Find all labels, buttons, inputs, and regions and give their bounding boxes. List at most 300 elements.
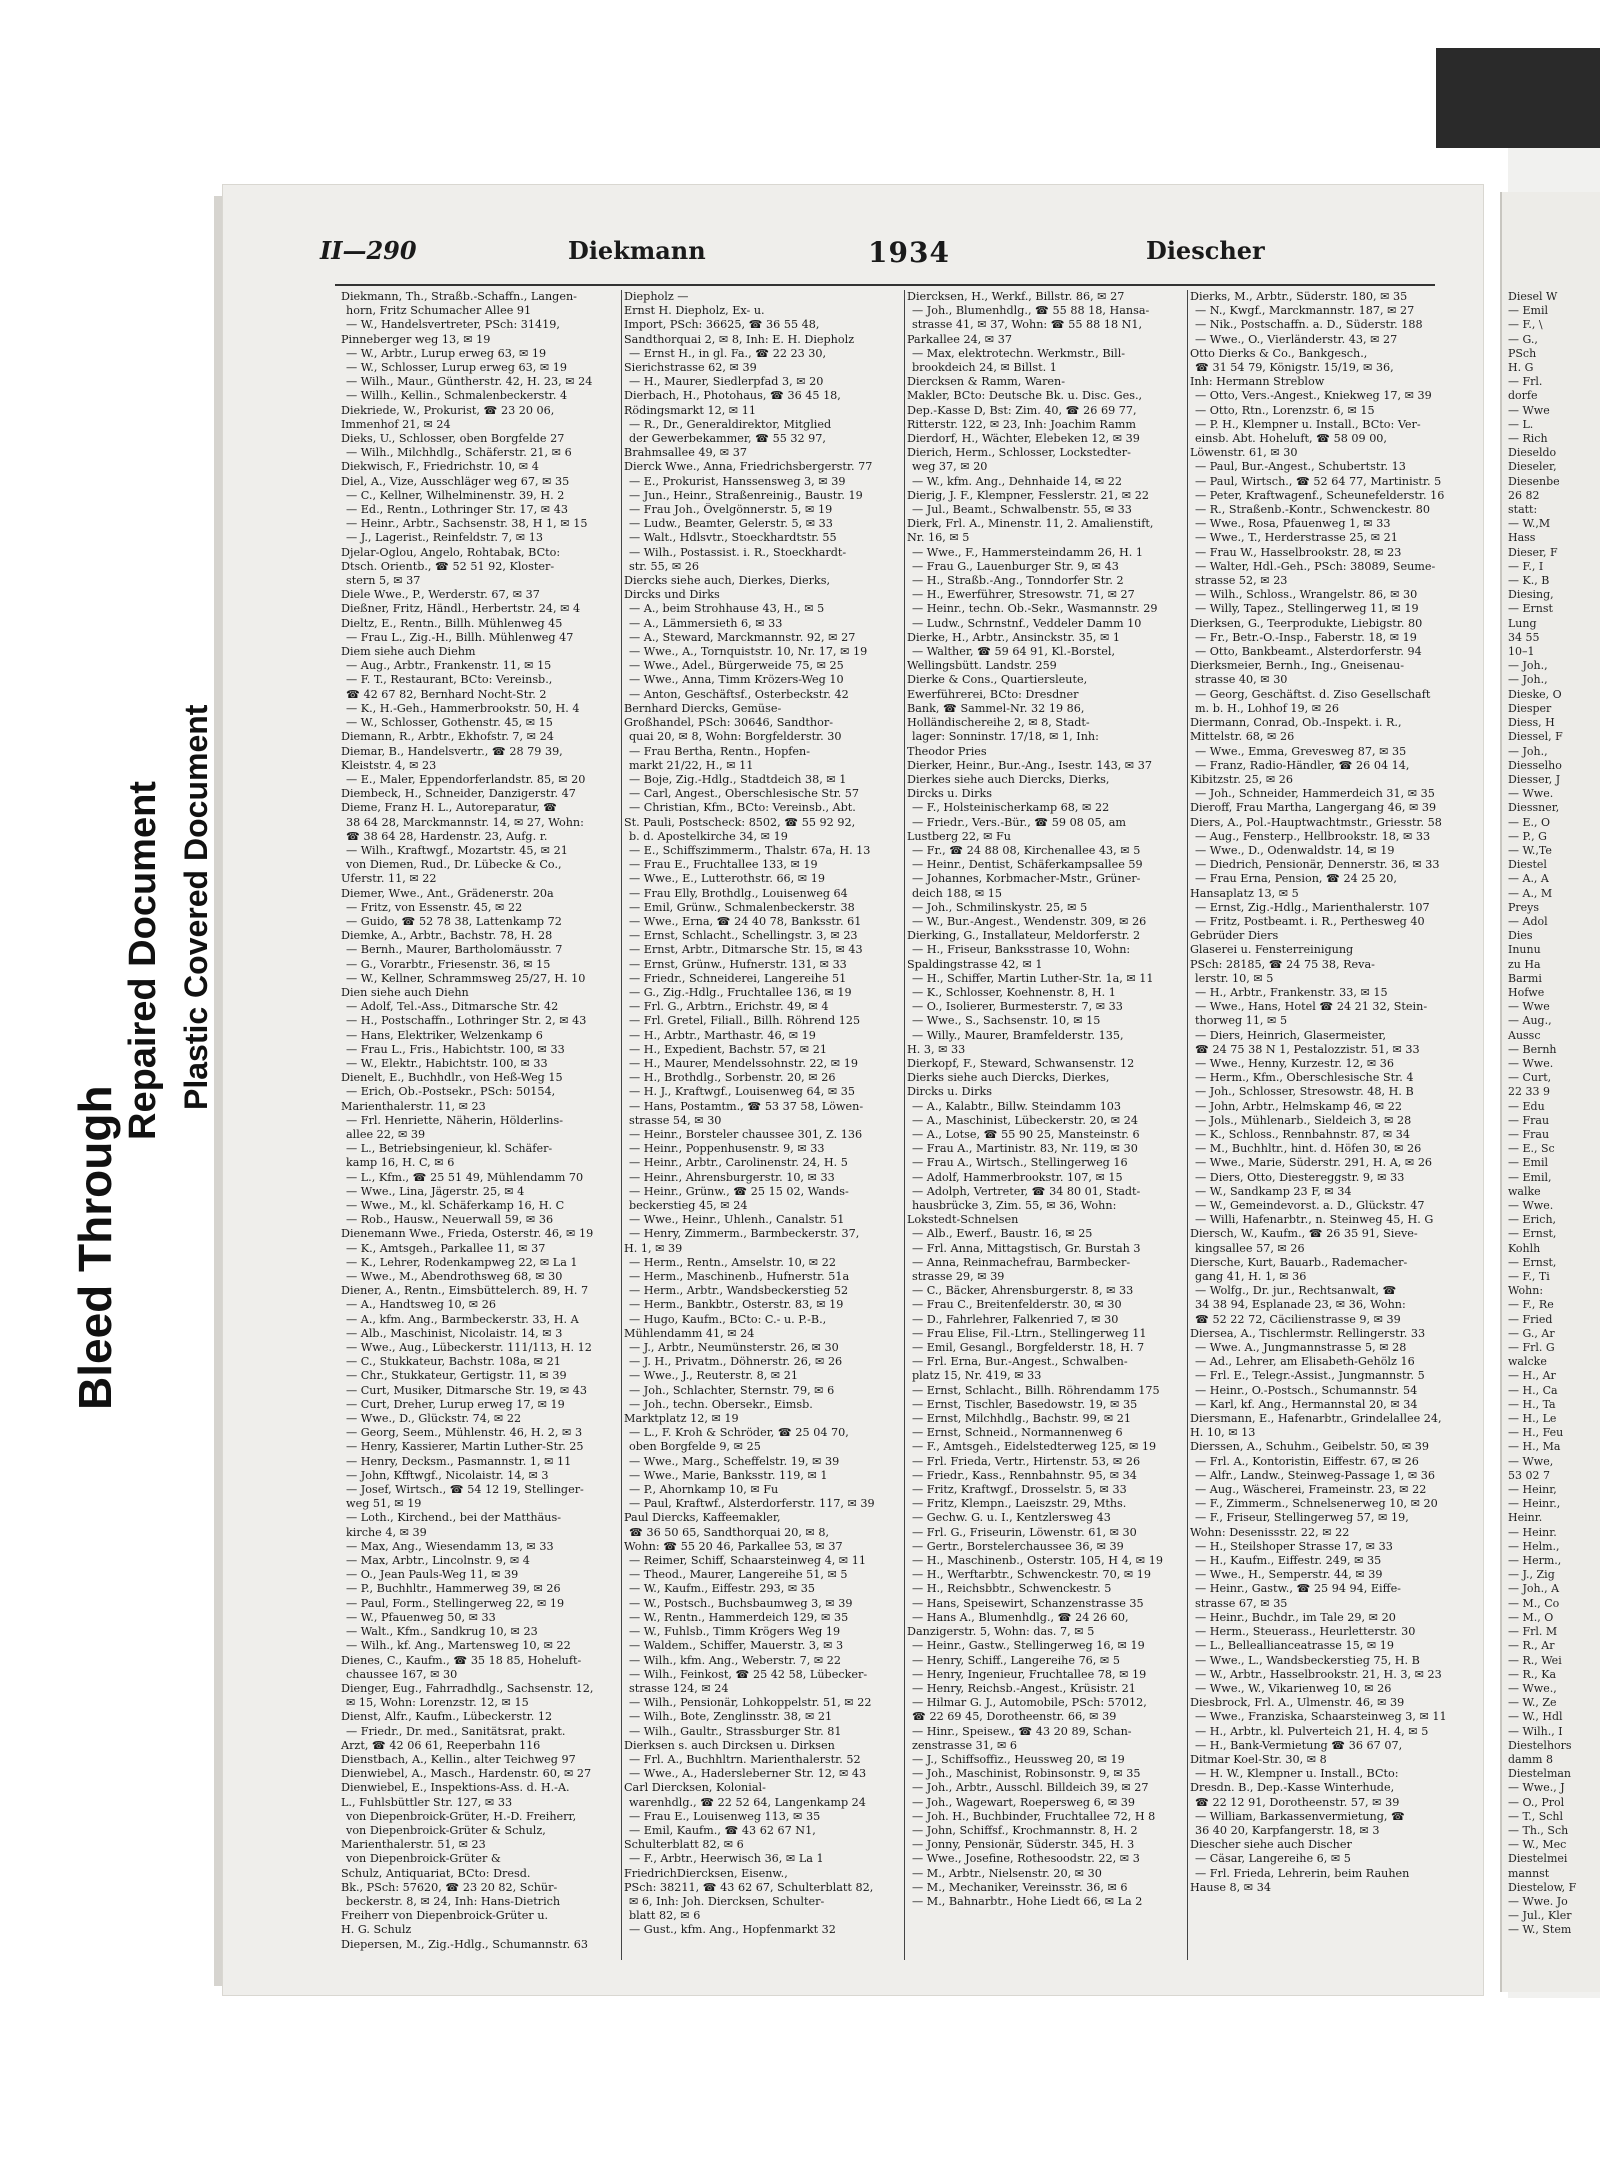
- facing-page-entry: — Heinr,: [1508, 1483, 1557, 1497]
- directory-entry-line: — W., Pfauenweg 50, ✉ 33: [346, 1610, 496, 1624]
- directory-entry-line: strasse 54, ✉ 30: [629, 1113, 722, 1127]
- facing-page-entry: — H., Ta: [1508, 1397, 1556, 1411]
- facing-page-entry: Diesper: [1508, 701, 1552, 715]
- directory-entry-line: Immenhof 21, ✉ 24: [341, 417, 451, 431]
- directory-entry-line: — W., Postsch., Buchsbaumweg 3, ✉ 39: [629, 1596, 853, 1610]
- directory-entry-line: Dierke & Cons., Quartiersleute,: [907, 673, 1088, 687]
- directory-entry-line: — P., Ahornkamp 10, ✉ Fu: [629, 1483, 779, 1497]
- directory-entry-line: — H., Kaufm., Eiffestr. 249, ✉ 35: [1195, 1554, 1382, 1568]
- directory-entry-line: m. b. H., Lohhof 19, ✉ 26: [1195, 701, 1339, 715]
- facing-page-entry: — Joh., A: [1508, 1582, 1560, 1596]
- directory-entry-line: — H., Ewerführer, Stresowstr. 71, ✉ 27: [912, 588, 1135, 602]
- directory-entry-line: — Wwe., J., Reuterstr. 8, ✉ 21: [629, 1369, 798, 1383]
- directory-entry-line: Theodor Pries: [907, 744, 987, 758]
- directory-entry-line: einsb. Abt. Hoheluft, ☎ 58 09 00,: [1195, 432, 1387, 446]
- directory-entry-line: — Wwe., Lina, Jägerstr. 25, ✉ 4: [346, 1184, 525, 1198]
- facing-page-entry: — R., Ka: [1508, 1667, 1557, 1681]
- directory-entry-line: Brahmsallee 49, ✉ 37: [624, 446, 747, 460]
- directory-entry-line: — Ed., Rentn., Lothringer Str. 17, ✉ 43: [346, 503, 568, 517]
- directory-entry-line: — Frau Joh., Övelgönnerstr. 5, ✉ 19: [629, 503, 833, 517]
- facing-page-entry: — W., Ze: [1508, 1696, 1557, 1710]
- directory-entry-line: Diescher siehe auch Discher: [1190, 1838, 1352, 1852]
- directory-entry-line: blatt 82, ✉ 6: [629, 1909, 701, 1923]
- directory-entry-line: — Frl. Erna, Bur.-Angest., Schwalben-: [912, 1355, 1128, 1369]
- label-bleed-through: Bleed Through: [69, 1085, 121, 1410]
- facing-page-entry: — Jul., Kler: [1508, 1909, 1572, 1923]
- directory-entry-line: — Fritz, Kraftwgf., Drosselstr. 5, ✉ 33: [912, 1483, 1127, 1497]
- directory-entry-line: Dep.-Kasse D, Bst: Zim. 40, ☎ 26 69 77,: [907, 403, 1137, 417]
- directory-entry-line: Dierks siehe auch Diercks, Dierkes,: [907, 1071, 1110, 1085]
- facing-page-entry: damm 8: [1508, 1752, 1553, 1766]
- directory-entry-line: — Heinr., Gastw., ☎ 25 94 94, Eiffe-: [1195, 1582, 1401, 1596]
- directory-entry-line: — Otto, Vers.-Angest., Kniekweg 17, ✉ 39: [1195, 389, 1432, 403]
- directory-entry-line: — Hinr., Speisew., ☎ 43 20 89, Schan-: [912, 1724, 1132, 1738]
- directory-entry-line: Dircks und Dirks: [624, 588, 720, 602]
- directory-entry-line: Lokstedt-Schnelsen: [907, 1213, 1019, 1227]
- directory-entry-line: — Heinr., Buchdr., im Tale 29, ✉ 20: [1195, 1610, 1396, 1624]
- directory-entry-line: — Ernst, Schlacht., Schellingstr. 3, ✉ 23: [629, 929, 858, 943]
- directory-entry-line: — Frl. Frieda, Lehrerin, beim Rauhen: [1195, 1866, 1410, 1880]
- facing-page-entry: — F., \: [1508, 318, 1543, 332]
- directory-entry-line: PSch: 38211, ☎ 43 62 67, Schulterblatt 82,: [624, 1880, 874, 1894]
- facing-page-entry: 34 55: [1508, 630, 1540, 644]
- directory-entry-line: — Hilmar G. J., Automobile, PSch: 57012,: [912, 1696, 1147, 1710]
- directory-entry-line: PSch: 28185, ☎ 24 75 38, Reva-: [1190, 957, 1375, 971]
- facing-page-entry: Barmi: [1508, 971, 1542, 985]
- directory-entry-line: — Wwe., Marie, Banksstr. 119, ✉ 1: [629, 1468, 828, 1482]
- directory-entry-line: — Frau Erna, Pension, ☎ 24 25 20,: [1195, 872, 1397, 886]
- page-header: [320, 236, 1440, 276]
- directory-entry-line: der Gewerbekammer, ☎ 55 32 97,: [629, 432, 826, 446]
- facing-page-entry: Diestelhors: [1508, 1738, 1572, 1752]
- directory-entry-line: — Frau Elise, Fil.-Ltrn., Stellingerweg 11: [912, 1326, 1147, 1340]
- facing-page-entry: — H., Ca: [1508, 1383, 1558, 1397]
- directory-entry-line: — Emil, Kaufm., ☎ 43 62 67 N1,: [629, 1823, 816, 1837]
- directory-entry-line: — H., Friseur, Banksstrasse 10, Wohn:: [912, 943, 1131, 957]
- directory-entry-line: Makler, BCto: Deutsche Bk. u. Disc. Ges.,: [907, 389, 1143, 403]
- facing-page-entry: — Herm.,: [1508, 1554, 1562, 1568]
- directory-entry-line: — Heinr., Poppenhusenstr. 9, ✉ 33: [629, 1142, 825, 1156]
- facing-page-entry: dorfe: [1508, 389, 1538, 403]
- directory-entry-line: — H., Bank-Vermietung ☎ 36 67 07,: [1195, 1738, 1403, 1752]
- directory-entry-line: — W., Kaufm., Eiffestr. 293, ✉ 35: [629, 1582, 816, 1596]
- directory-entry-line: — Georg, Geschäftst. d. Ziso Gesellschaft: [1195, 687, 1431, 701]
- directory-entry-line: Marktplatz 12, ✉ 19: [624, 1412, 739, 1426]
- directory-entry-line: — Friedr., Dr. med., Sanitätsrat, prakt.: [346, 1724, 566, 1738]
- facing-page-entry: — A., M: [1508, 886, 1553, 900]
- directory-entry-line: — H., Arbtr., kl. Pulverteich 21, H. 4, ✉ 5: [1195, 1724, 1429, 1738]
- directory-entry-line: Lustberg 22, ✉ Fu: [907, 829, 1011, 843]
- facing-page-entry: — A., A: [1508, 872, 1549, 886]
- directory-entry-line: — Joh., Blumenhdlg., ☎ 55 88 18, Hansa-: [912, 304, 1150, 318]
- facing-page-entry: — Wwe.: [1508, 1056, 1554, 1070]
- directory-entry-line: — Heinr., Arbtr., Sachsenstr. 38, H 1, ✉ 15: [346, 517, 588, 531]
- directory-entry-line: — Frau L., Zig.-H., Billh. Mühlenweg 47: [346, 630, 574, 644]
- directory-entry-line: 36 40 20, Karpfangerstr. 18, ✉ 3: [1195, 1823, 1380, 1837]
- directory-entry-line: — Heinr., O.-Postsch., Schumannstr. 54: [1195, 1383, 1418, 1397]
- facing-page-entry: — R., Wei: [1508, 1653, 1562, 1667]
- directory-entry-line: — Chr., Stukkateur, Gertigstr. 11, ✉ 39: [346, 1369, 567, 1383]
- directory-entry-line: Dießner, Fritz, Händl., Herbertstr. 24, ✉ 4: [341, 602, 581, 616]
- facing-page-entry: — Wilh., I: [1508, 1724, 1563, 1738]
- directory-entry-line: beckerstieg 45, ✉ 24: [629, 1199, 748, 1212]
- facing-page-entry: Diestelman: [1508, 1767, 1572, 1781]
- directory-entry-line: — L., Belleallianceatrasse 15, ✉ 19: [1195, 1639, 1394, 1653]
- directory-entry-line: — Wwe., Rosa, Pfauenweg 1, ✉ 33: [1195, 517, 1391, 531]
- facing-page-entry: — W., Hdl: [1508, 1710, 1563, 1724]
- directory-entry-line: — Jun., Heinr., Straßenreinig., Baustr. 19: [629, 488, 863, 502]
- directory-entry-line: Dircks u. Dirks: [907, 787, 992, 801]
- directory-entry-line: — R., Dr., Generaldirektor, Mitglied: [629, 417, 832, 431]
- facing-page-entry: — Joh.,: [1508, 673, 1548, 687]
- directory-entry-line: Dircks u. Dirks: [907, 1085, 992, 1099]
- directory-entry-line: — L., Kfm., ☎ 25 51 49, Mühlendamm 70: [346, 1170, 584, 1184]
- directory-entry-line: — Theod., Maurer, Langereihe 51, ✉ 5: [629, 1568, 848, 1582]
- directory-entry-line: — A., Kalabtr., Billw. Steindamm 103: [912, 1099, 1122, 1113]
- header-first-entry: Diekmann: [568, 236, 706, 265]
- directory-entry-line: Diermann, Conrad, Ob.-Inspekt. i. R.,: [1190, 716, 1402, 730]
- directory-entry-line: — Wwe., Marie, Süderstr. 291, H. A, ✉ 26: [1195, 1156, 1433, 1170]
- directory-entry-line: strasse 52, ✉ 23: [1195, 574, 1288, 588]
- directory-entry-line: — Fr., ☎ 24 88 08, Kirchenallee 43, ✉ 5: [912, 843, 1141, 857]
- facing-page-entry: — Wwe,: [1508, 1454, 1554, 1468]
- directory-entry-line: — Joh., Schneider, Hammerdeich 31, ✉ 35: [1195, 787, 1435, 801]
- directory-entry-line: — Frau E., Louisenweg 113, ✉ 35: [629, 1809, 821, 1823]
- directory-entry-line: — Heinr., Grünw., ☎ 25 15 02, Wands-: [629, 1184, 849, 1198]
- directory-entry-line: — Walt., Kfm., Sandkrug 10, ✉ 23: [346, 1625, 538, 1639]
- directory-entry-line: Ewerführerei, BCto: Dresdner: [907, 687, 1079, 701]
- directory-entry-line: — Georg, Seem., Mühlenstr. 46, H. 2, ✉ 3: [346, 1426, 583, 1440]
- directory-entry-line: Mittelstr. 68, ✉ 26: [1190, 730, 1295, 744]
- directory-entry-line: — Henry, Ingenieur, Fruchtallee 78, ✉ 19: [912, 1667, 1147, 1681]
- directory-entry-line: — Loth., Kirchend., bei der Matthäus-: [346, 1511, 562, 1525]
- directory-entry-line: — R., Straßenb.-Kontr., Schwenckestr. 80: [1195, 503, 1430, 517]
- directory-entry-line: Otto Dierks & Co., Bankgesch.,: [1190, 346, 1368, 360]
- directory-entry-line: Diersmann, E., Hafenarbtr., Grindelallee 24,: [1190, 1412, 1442, 1426]
- directory-entry-line: — W., Elektr., Habichtstr. 100, ✉ 33: [346, 1056, 548, 1070]
- directory-entry-line: — Jul., Beamt., Schwalbenstr. 55, ✉ 33: [912, 503, 1132, 517]
- facing-page-entry: — F., I: [1508, 559, 1544, 573]
- directory-entry-line: Diemar, B., Handelsvertr., ☎ 28 79 39,: [341, 744, 563, 758]
- directory-entry-line: — G., Vorarbtr., Friesenstr. 36, ✉ 15: [346, 957, 551, 971]
- directory-entry-line: — Wwe., Henny, Kurzestr. 12, ✉ 36: [1195, 1056, 1395, 1070]
- directory-entry-line: — Wilh., Maur., Güntherstr. 42, H. 23, ✉ 24: [346, 375, 593, 389]
- directory-entry-line: Dierksen s. auch Dircksen u. Dirksen: [624, 1738, 835, 1752]
- directory-entry-line: Hause 8, ✉ 34: [1190, 1880, 1271, 1894]
- directory-entry-line: — Gechw. G. u. I., Kentzlersweg 43: [912, 1511, 1111, 1525]
- directory-entry-line: — Alb., Ewerf., Baustr. 16, ✉ 25: [912, 1227, 1093, 1241]
- directory-entry-line: — Herm., Steuerass., Heurletterstr. 30: [1195, 1625, 1416, 1639]
- directory-entry-line: — Anton, Geschäftsf., Osterbeckstr. 42: [629, 687, 849, 701]
- directory-entry-line: — Fr., Betr.-O.-Insp., Faberstr. 18, ✉ 19: [1195, 630, 1417, 644]
- directory-entry-line: Sierichstrasse 62, ✉ 39: [624, 361, 757, 375]
- directory-entry-line: — H., Expedient, Bachstr. 57, ✉ 21: [629, 1042, 827, 1056]
- directory-entry-line: — Anna, Reinmachefrau, Barmbecker-: [912, 1255, 1131, 1269]
- facing-page-entry: Dieseldo: [1508, 446, 1557, 460]
- directory-entry-line: — W., Fuhlsb., Timm Krögers Weg 19: [629, 1625, 841, 1639]
- directory-entry-line: — Hugo, Kaufm., BCto: C.- u. P.-B.,: [629, 1312, 827, 1326]
- directory-entry-line: — Ernst, Milchhdlg., Bachstr. 99, ✉ 21: [912, 1412, 1132, 1426]
- directory-entry-line: — Henry, Decksm., Pasmannstr. 1, ✉ 11: [346, 1454, 572, 1468]
- directory-entry-line: Paul Diercks, Kaffeemakler,: [624, 1511, 781, 1525]
- directory-entry-line: — Willy., Maurer, Bramfelderstr. 135,: [912, 1028, 1124, 1042]
- facing-page-entry: — H., Le: [1508, 1412, 1557, 1426]
- directory-entry-line: — Jonny, Pensionär, Süderstr. 345, H. 3: [912, 1838, 1135, 1852]
- facing-page-entry: — H., Ma: [1508, 1440, 1561, 1454]
- directory-entry-line: Dierich, Herm., Schlosser, Lockstedter-: [907, 446, 1131, 460]
- directory-entry-line: H. 3, ✉ 33: [907, 1042, 966, 1056]
- facing-page-entry: — O., Prol: [1508, 1795, 1565, 1809]
- directory-entry-line: horn, Fritz Schumacher Allee 91: [346, 304, 532, 318]
- directory-entry-line: L., Fuhlsbüttler Str. 127, ✉ 33: [341, 1795, 513, 1809]
- directory-entry-line: — Nik., Postschaffn. a. D., Süderstr. 188: [1195, 318, 1423, 332]
- facing-page-entry: — P., G: [1508, 829, 1547, 843]
- directory-entry-line: Diersch, W., Kaufm., ☎ 26 35 91, Sieve-: [1190, 1227, 1418, 1241]
- directory-entry-line: — Frl. E., Telegr.-Assist., Jungmannstr. 5: [1195, 1369, 1425, 1383]
- directory-entry-line: — Wwe., D., Glückstr. 74, ✉ 22: [346, 1412, 522, 1426]
- directory-entry-line: Marienthalerstr. 11, ✉ 23: [341, 1099, 486, 1113]
- facing-page-entry: — F., Re: [1508, 1298, 1554, 1312]
- directory-entry-line: — Ludw., Schrnstnf., Veddeler Damm 10: [912, 616, 1142, 630]
- directory-entry-line: Gebrüder Diers: [1190, 929, 1279, 943]
- directory-entry-line: — Friedr., Vers.-Bür., ☎ 59 08 05, am: [912, 815, 1127, 829]
- directory-entry-line: — Wwe., Franziska, Schaarsteinweg 3, ✉ 11: [1195, 1710, 1447, 1724]
- directory-entry-line: Diercks siehe auch, Dierkes, Dierks,: [624, 574, 831, 588]
- directory-entry-line: — H., Schiffer, Martin Luther-Str. 1a, ✉ 11: [912, 971, 1154, 985]
- directory-entry-line: — O., Jean Pauls-Weg 11, ✉ 39: [346, 1568, 519, 1582]
- directory-entry-line: — Frl. G., Arbtrn., Erichstr. 49, ✉ 4: [629, 1000, 829, 1014]
- facing-page-entry: — Emil: [1508, 1156, 1548, 1170]
- directory-entry-line: — Walt., Hdlsvtr., Stoeckhardtstr. 55: [629, 531, 837, 545]
- directory-entry-line: — P. H., Klempner u. Install., BCto: Ver-: [1195, 417, 1421, 431]
- directory-entry-line: — Frau A., Wirtsch., Stellingerweg 16: [912, 1156, 1128, 1170]
- facing-page-entry: — Joh.,: [1508, 744, 1548, 758]
- directory-entry-line: Diele Wwe., P., Werderstr. 67, ✉ 37: [341, 588, 540, 602]
- directory-entry-line: — O., Isolierer, Burmesterstr. 7, ✉ 33: [912, 1000, 1123, 1014]
- directory-entry-line: — Henry, Kassierer, Martin Luther-Str. 25: [346, 1440, 584, 1454]
- directory-entry-line: — P., Buchhltr., Hammerweg 39, ✉ 26: [346, 1582, 561, 1596]
- directory-entry-line: — Frl. A., Kontoristin, Eiffestr. 67, ✉ 26: [1195, 1454, 1419, 1468]
- directory-entry-line: kamp 16, H. C, ✉ 6: [346, 1156, 455, 1170]
- directory-entry-line: — J. H., Privatm., Döhnerstr. 26, ✉ 26: [629, 1355, 843, 1369]
- directory-entry-line: strasse 124, ✉ 24: [629, 1681, 729, 1695]
- directory-entry-line: — W., Schlosser, Lurup erweg 63, ✉ 19: [346, 361, 568, 375]
- facing-page-entry: Wohn:: [1508, 1284, 1544, 1298]
- directory-entry-line: — Wilh., kfm. Ang., Weberstr. 7, ✉ 22: [629, 1653, 842, 1667]
- facing-page-entry: — Helm.,: [1508, 1539, 1560, 1553]
- directory-entry-line: — Alb., Maschinist, Nicolaistr. 14, ✉ 3: [346, 1326, 563, 1340]
- directory-entry-line: — Wolfg., Dr. jur., Rechtsanwalt, ☎: [1195, 1284, 1397, 1298]
- directory-entry-line: — Erich, Ob.-Postsekr., PSch: 50154,: [346, 1085, 556, 1099]
- directory-entry-line: — Frau L., Fris., Habichtstr. 100, ✉ 33: [346, 1042, 565, 1056]
- directory-entry-line: — H., Straßb.-Ang., Tonndorfer Str. 2: [912, 574, 1124, 588]
- facing-page-entry: — Frau: [1508, 1113, 1550, 1127]
- facing-page-entry: — R., Ar: [1508, 1639, 1555, 1653]
- directory-entry-line: quai 20, ✉ 8, Wohn: Borgfelderstr. 30: [629, 730, 842, 744]
- directory-entry-line: Dienger, Eug., Fahrradhdlg., Sachsenstr. 12,: [341, 1681, 594, 1695]
- facing-page-entry: Diessel, F: [1508, 730, 1563, 744]
- directory-entry-line: — Herm., Maschinenb., Hufnerstr. 51a: [629, 1270, 850, 1284]
- page-number: II—290: [320, 236, 417, 265]
- directory-entry-line: — Frau C., Breitenfelderstr. 30, ✉ 30: [912, 1298, 1122, 1312]
- directory-entry-line: — Adolph, Vertreter, ☎ 34 80 01, Stadt-: [912, 1184, 1141, 1198]
- directory-entry-line: Dienst, Alfr., Kaufm., Lübeckerstr. 12: [341, 1710, 553, 1724]
- directory-entry-line: platz 15, Nr. 419, ✉ 33: [912, 1369, 1042, 1383]
- directory-entry-line: Dienwiebel, E., Inspektions-Ass. d. H.-A.: [341, 1781, 570, 1795]
- directory-entry-line: — M., Mechaniker, Vereinsstr. 36, ✉ 6: [912, 1880, 1128, 1894]
- directory-entry-line: Kleiststr. 4, ✉ 23: [341, 758, 437, 772]
- facing-page-entry: — Heinr.,: [1508, 1497, 1561, 1511]
- directory-entry-line: — Joh., Maschinist, Robinsonstr. 9, ✉ 35: [912, 1767, 1141, 1781]
- directory-entry-line: — Curt, Musiker, Ditmarsche Str. 19, ✉ 43: [346, 1383, 588, 1397]
- facing-page-fragment: [1500, 192, 1600, 1992]
- facing-page-entry: — Rich: [1508, 432, 1548, 446]
- facing-page-entry: — Bernh: [1508, 1042, 1557, 1056]
- directory-entry-line: — F., Amtsgeh., Eidelstedterweg 125, ✉ 19: [912, 1440, 1157, 1454]
- directory-entry-line: — Joh., Arbtr., Ausschl. Billdeich 39, ✉ 27: [912, 1781, 1149, 1795]
- facing-page-entry: — J., Zig: [1508, 1568, 1555, 1582]
- facing-page-entry: — Heinr.: [1508, 1525, 1557, 1539]
- directory-entry-line: strasse 29, ✉ 39: [912, 1270, 1005, 1284]
- directory-entry-line: — Wilh., Pensionär, Lohkoppelstr. 51, ✉ 22: [629, 1696, 872, 1710]
- directory-entry-line: — Aug., Fensterp., Hellbrookstr. 18, ✉ 33: [1195, 829, 1431, 843]
- facing-page-entry: — M., O: [1508, 1610, 1554, 1624]
- directory-entry-line: — Wwe., H., Semperstr. 44, ✉ 39: [1195, 1568, 1383, 1582]
- directory-column-4: [1187, 290, 1470, 1960]
- facing-page-entry: Diessner,: [1508, 801, 1560, 815]
- directory-columns: [338, 290, 1447, 1960]
- directory-entry-line: thorweg 11, ✉ 5: [1195, 1014, 1288, 1028]
- directory-entry-line: — Joh., Schlachter, Sternstr. 79, ✉ 6: [629, 1383, 835, 1397]
- directory-entry-line: — F., Holsteinischerkamp 68, ✉ 22: [912, 801, 1110, 815]
- directory-entry-line: — Frl. A., Buchhltrn. Marienthalerstr. 52: [629, 1752, 861, 1766]
- facing-page-entry: — Wwe: [1508, 403, 1550, 417]
- facing-page-entry: — L.: [1508, 417, 1534, 431]
- directory-entry-line: Dieltz, E., Rentn., Billh. Mühlenweg 45: [341, 616, 563, 630]
- directory-entry-line: — W., kfm. Ang., Dehnhaide 14, ✉ 22: [912, 474, 1123, 488]
- directory-entry-line: — C., Stukkateur, Bachstr. 108a, ✉ 21: [346, 1355, 561, 1369]
- directory-entry-line: Diers, A., Pol.-Hauptwachtmstr., Griesstr. 58: [1190, 815, 1442, 829]
- directory-entry-line: — W., Arbtr., Hasselbrookstr. 21, H. 3, ✉ 23: [1195, 1667, 1442, 1681]
- facing-page-entry: — Frl. M: [1508, 1625, 1558, 1639]
- directory-entry-line: Dierk, Frl. A., Minenstr. 11, 2. Amalienstift,: [907, 517, 1154, 531]
- directory-entry-line: Diepholz —: [624, 290, 689, 303]
- directory-entry-line: — Max, Ang., Wiesendamm 13, ✉ 33: [346, 1539, 554, 1553]
- directory-entry-line: — Friedr., Schneiderei, Langereihe 51: [629, 971, 847, 985]
- directory-entry-line: Dieme, Franz H. L., Autoreparatur, ☎: [341, 801, 558, 815]
- directory-entry-line: Carl Diercksen, Kolonial-: [624, 1781, 766, 1795]
- directory-entry-line: Dierks, M., Arbtr., Süderstr. 180, ✉ 35: [1190, 290, 1408, 303]
- facing-page-entry: mannst: [1508, 1866, 1550, 1880]
- directory-entry-line: — Fritz, Klempn., Laeiszstr. 29, Mths.: [912, 1497, 1127, 1511]
- directory-entry-line: — F., Friseur, Stellingerweg 57, ✉ 19,: [1195, 1511, 1409, 1525]
- directory-entry-line: oben Borgfelde 9, ✉ 25: [629, 1440, 761, 1454]
- directory-entry-line: — W., Kellner, Schrammsweg 25/27, H. 10: [346, 971, 586, 985]
- directory-entry-line: ☎ 24 75 38 N 1, Pestalozzistr. 51, ✉ 33: [1195, 1042, 1420, 1056]
- directory-entry-line: — Diers, Otto, Diestereggstr. 9, ✉ 33: [1195, 1170, 1405, 1184]
- directory-entry-line: — Henry, Schiff., Langereihe 76, ✉ 5: [912, 1653, 1120, 1667]
- directory-entry-line: Diekwisch, F., Friedrichstr. 10, ✉ 4: [341, 460, 539, 474]
- directory-entry-line: Wohn: ☎ 55 20 46, Parkallee 53, ✉ 37: [624, 1539, 843, 1553]
- directory-entry-line: — Johannes, Korbmacher-Mstr., Grüner-: [912, 872, 1141, 886]
- directory-entry-line: ✉ 15, Wohn: Lorenzstr. 12, ✉ 15: [346, 1696, 529, 1710]
- directory-entry-line: — W., Sandkamp 23 F, ✉ 34: [1195, 1184, 1352, 1198]
- directory-entry-line: — Paul, Wirtsch., ☎ 52 64 77, Martinistr. 5: [1195, 474, 1442, 488]
- facing-page-entry: Diestel: [1508, 858, 1547, 872]
- directory-entry-line: — Gust., kfm. Ang., Hopfenmarkt 32: [629, 1923, 836, 1937]
- facing-page-entry: — Wwe: [1508, 1000, 1550, 1014]
- directory-entry-line: — Wwe., Heinr., Uhlenh., Canalstr. 51: [629, 1213, 845, 1227]
- directory-entry-line: ☎ 22 69 45, Dorotheenstr. 66, ✉ 39: [912, 1710, 1117, 1724]
- directory-entry-line: beckerstr. 8, ✉ 24, Inh: Hans-Dietrich: [346, 1894, 561, 1908]
- directory-entry-line: — K., Schloss., Rennbahnstr. 87, ✉ 34: [1195, 1127, 1411, 1141]
- facing-page-entry: — Frl. G: [1508, 1341, 1555, 1355]
- directory-entry-line: — Willi, Hafenarbtr., n. Steinweg 45, H. G: [1195, 1213, 1434, 1227]
- directory-entry-line: Dieroff, Frau Martha, Langergang 46, ✉ 39: [1190, 801, 1437, 815]
- directory-entry-line: Holländischereihe 2, ✉ 8, Stadt-: [907, 716, 1090, 730]
- directory-entry-line: — C., Kellner, Wilhelminenstr. 39, H. 2: [346, 488, 565, 502]
- facing-page-entry: Dies: [1508, 929, 1533, 943]
- facing-page-entry: — Aug.,: [1508, 1014, 1552, 1028]
- directory-entry-line: — Wwe. A., Jungmannstrasse 5, ✉ 28: [1195, 1341, 1407, 1355]
- directory-entry-line: Wohn: Desenissstr. 22, ✉ 22: [1190, 1525, 1350, 1539]
- directory-entry-line: ☎ 52 22 72, Cäcilienstrasse 9, ✉ 39: [1195, 1312, 1401, 1326]
- directory-entry-line: — Ludw., Beamter, Gelerstr. 5, ✉ 33: [629, 517, 833, 531]
- directory-entry-line: Parkallee 24, ✉ 37: [907, 332, 1012, 346]
- facing-page-entry: — H., Ar: [1508, 1369, 1556, 1383]
- directory-entry-line: Dierksen, G., Teerprodukte, Liebigstr. 80: [1190, 616, 1423, 630]
- directory-entry-line: — Heinr., Dentist, Schäferkampsallee 59: [912, 858, 1143, 872]
- facing-page-entry: — Ernst,: [1508, 1227, 1557, 1241]
- directory-entry-line: Mühlendamm 41, ✉ 24: [624, 1326, 755, 1340]
- directory-entry-line: — K., Lehrer, Rodenkampweg 22, ✉ La 1: [346, 1255, 578, 1269]
- facing-page-entry: 53 02 7: [1508, 1468, 1550, 1482]
- directory-entry-line: — Ernst, Tischler, Basedowstr. 19, ✉ 35: [912, 1397, 1138, 1411]
- directory-entry-line: — Hans, Postamtm., ☎ 53 37 58, Löwen-: [629, 1099, 864, 1113]
- directory-entry-line: — Wwe., W., Vikarienweg 10, ✉ 26: [1195, 1681, 1392, 1695]
- directory-entry-line: ☎ 36 50 65, Sandthorquai 20, ✉ 8,: [629, 1525, 830, 1539]
- facing-page-entry: — Frl.: [1508, 375, 1543, 389]
- facing-page-entry: — G., Ar: [1508, 1326, 1555, 1340]
- directory-entry-line: — N., Kwgf., Marckmannstr. 187, ✉ 27: [1195, 304, 1415, 318]
- directory-entry-line: — H., Brothdlg., Sorbenstr. 20, ✉ 26: [629, 1071, 836, 1085]
- directory-entry-line: b. d. Apostelkirche 34, ✉ 19: [629, 829, 788, 843]
- directory-column-1: [338, 290, 621, 1960]
- directory-entry-line: Sandthorquai 2, ✉ 8, Inh: E. H. Diepholz: [624, 332, 855, 346]
- directory-entry-line: — Frau A., Martinistr. 83, Nr. 119, ✉ 30: [912, 1142, 1138, 1156]
- directory-entry-line: — H., Maurer, Mendelssohnstr. 22, ✉ 19: [629, 1056, 858, 1070]
- facing-page-entry: — Emil: [1508, 304, 1548, 318]
- directory-entry-line: — Joh., Wagewart, Roepersweg 6, ✉ 39: [912, 1795, 1135, 1809]
- directory-entry-line: — William, Barkassenvermietung, ☎: [1195, 1809, 1405, 1823]
- directory-entry-line: — Wwe., L., Wandsbeckerstieg 75, H. B: [1195, 1653, 1420, 1667]
- directory-entry-line: stern 5, ✉ 37: [346, 574, 421, 588]
- facing-page-entry: statt:: [1508, 503, 1538, 517]
- directory-entry-line: — A., Lämmersieth 6, ✉ 33: [629, 616, 783, 630]
- facing-page-entry: Preys: [1508, 900, 1540, 914]
- directory-entry-line: Dierbach, H., Photohaus, ☎ 36 45 18,: [624, 389, 841, 403]
- facing-page-entry: Heinr.: [1508, 1511, 1543, 1525]
- directory-entry-line: Diercksen & Ramm, Waren-: [907, 375, 1066, 389]
- directory-entry-line: — Curt, Dreher, Lurup erweg 17, ✉ 19: [346, 1397, 565, 1411]
- directory-entry-line: — A., Maschinist, Lübeckerstr. 20, ✉ 24: [912, 1113, 1138, 1127]
- directory-entry-line: kirche 4, ✉ 39: [346, 1525, 427, 1539]
- directory-entry-line: — Rob., Hausw., Neuerwall 59, ✉ 36: [346, 1213, 554, 1227]
- directory-entry-line: — A., Lotse, ☎ 55 90 25, Mansteinstr. 6: [912, 1127, 1140, 1141]
- directory-entry-line: — K., Schlosser, Koehnenstr. 8, H. 1: [912, 985, 1116, 999]
- header-last-entry: Diescher: [1146, 236, 1265, 265]
- directory-entry-line: — Paul, Bur.-Angest., Schubertstr. 13: [1195, 460, 1406, 474]
